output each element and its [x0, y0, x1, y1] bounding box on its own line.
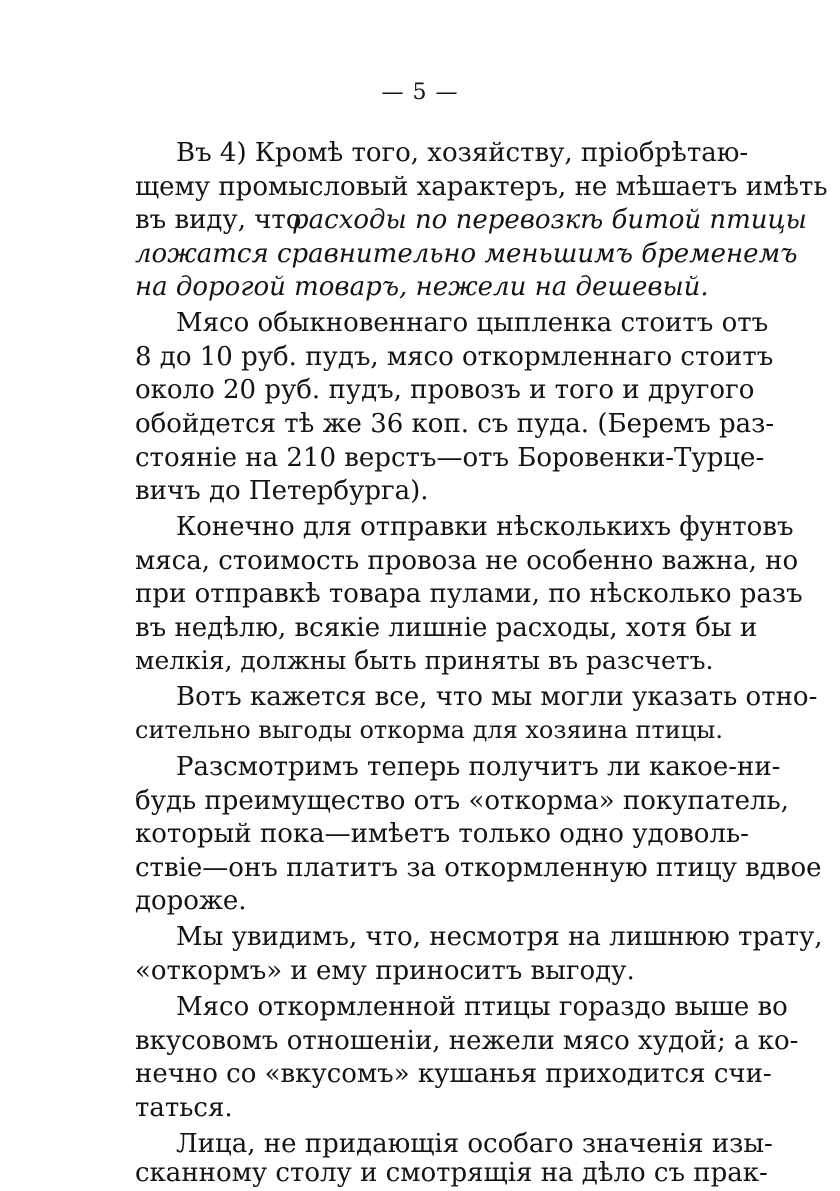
text-line: Мы увидимъ, что, несмотря на лишнюю трату, — [176, 922, 823, 952]
text-line: таться. — [135, 1093, 233, 1123]
text-line: ствіе—онъ платитъ за откормленную птицу вдвое — [135, 853, 822, 883]
text-line: Лица, не придающія особаго значенія изы- — [176, 1129, 773, 1159]
text-line: вичъ до Петербурга). — [135, 476, 429, 506]
text-line: дороже. — [135, 886, 247, 916]
text-line-italic: на дорогой товаръ, нежели на дешевый. — [135, 272, 709, 302]
text-line: сканному столу и смотрящія на дѣло съ прак- — [135, 1158, 768, 1188]
text-line: щему промысловый характеръ, не мѣшаетъ имѣть — [135, 172, 828, 202]
text-line: мелкія, должны быть приняты въ разсчетъ. — [135, 646, 714, 675]
text-line: который пока—имѣетъ только одно удоволь- — [135, 819, 749, 849]
text-line: около 20 руб. пудъ, провозъ и того и другого — [135, 375, 755, 405]
page-number: — 5 — — [381, 80, 459, 105]
text-line: нечно со «вкусомъ» кушанья приходится счи- — [135, 1059, 772, 1089]
text-line-italic: расходы по перевозкѣ битой птицы — [292, 205, 807, 235]
text-line: въ виду, что — [135, 205, 302, 235]
text-line: обойдется тѣ же 36 коп. съ пуда. (Беремъ раз- — [135, 409, 775, 439]
text-line: 8 до 10 руб. пудъ, мясо откормленнаго стоитъ — [135, 342, 774, 372]
text-line: вкусовомъ отношеніи, нежели мясо худой; а ко- — [135, 1026, 799, 1056]
text-line: при отправкѣ товара пулами, по нѣсколько разъ — [135, 579, 803, 609]
text-line: Разсмотримъ теперь получитъ ли какое-ни- — [176, 752, 781, 782]
text-line: Мясо откормленной птицы гораздо выше во — [176, 992, 788, 1022]
text-line: сительно выгоды откорма для хозяина птицы. — [135, 716, 723, 744]
text-line: мяса, стоимость провоза не особенно важна, но — [135, 546, 799, 576]
text-line: будь преимущество отъ «откорма» покупатель, — [135, 786, 789, 816]
text-line: Вотъ кажется все, что мы могли указать отно- — [176, 682, 818, 712]
text-line: въ недѣлю, всякіе лишніе расходы, хотя бы и — [135, 613, 758, 643]
text-line: «откормъ» и ему приноситъ выгоду. — [135, 956, 635, 986]
text-line: стояніе на 210 верстъ—отъ Боровенки-Турце- — [135, 443, 765, 473]
text-line: Въ 4) Кромѣ того, хозяйству, пріобрѣтаю- — [176, 138, 749, 168]
text-line: Конечно для отправки нѣсколькихъ фунтовъ — [176, 512, 794, 542]
text-line-italic: ложатся сравнительно меньшимъ бременемъ — [135, 239, 798, 269]
text-line: Мясо обыкновеннаго цыпленка стоитъ отъ — [176, 308, 769, 338]
